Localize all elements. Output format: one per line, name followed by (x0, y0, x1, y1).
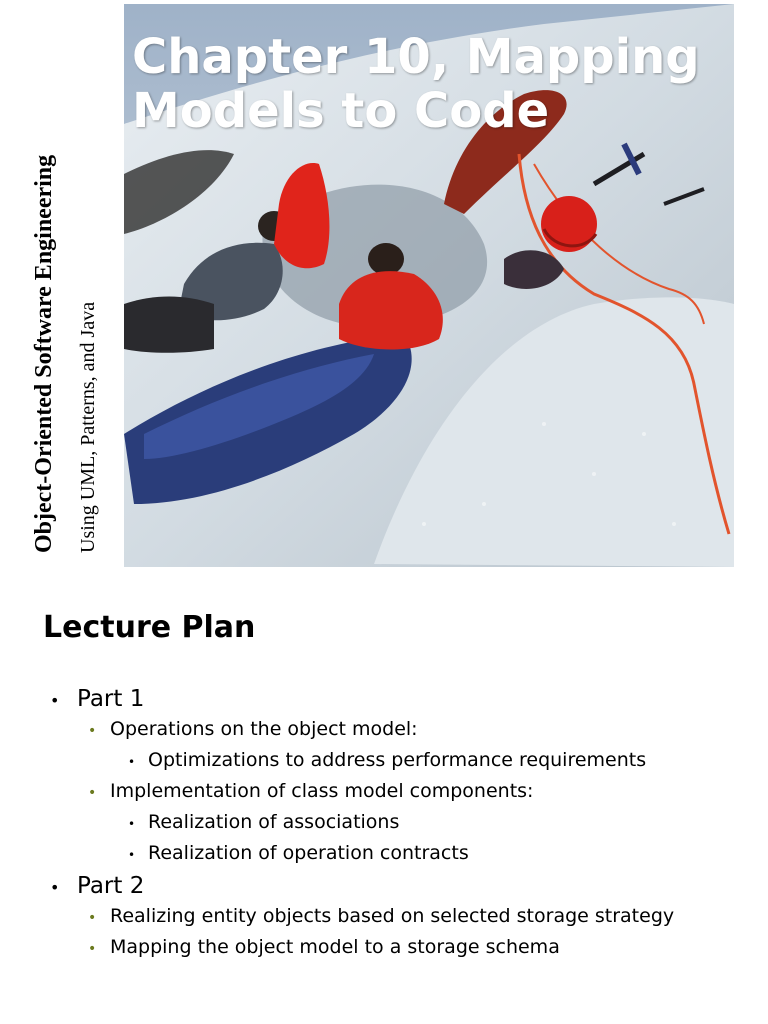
list-item (88, 780, 730, 805)
section-part-2 (50, 873, 730, 899)
subitem-text: Realization of associations (148, 811, 400, 833)
bullet-icon: • (88, 941, 97, 957)
bullet-icon: • (88, 910, 97, 926)
item-text: Implementation of class model components: (110, 780, 534, 802)
lecture-plan-list (50, 686, 730, 967)
list-subitem (128, 842, 730, 867)
slide-title: Lecture Plan (43, 610, 256, 645)
book-subtitle: Using UML, Patterns, and Java (77, 301, 99, 553)
list-subitem (128, 811, 730, 836)
list-subitem (128, 749, 730, 774)
list-item (88, 936, 730, 961)
side-title-block (28, 48, 108, 553)
book-title: Object-Oriented Software Engineering (31, 154, 57, 553)
bullet-icon: • (88, 723, 97, 739)
bullet-icon: • (50, 878, 60, 897)
section-part-1 (50, 686, 730, 712)
item-text: Realizing entity objects based on selected storage strategy (110, 905, 675, 927)
item-text: Mapping the object model to a storage schema (110, 936, 560, 958)
bullet-icon: • (128, 817, 136, 831)
list-item (88, 718, 730, 743)
bullet-icon: • (88, 785, 97, 801)
climbers-photo (124, 4, 734, 567)
chapter-title: Chapter 10, Mapping Models to Code (132, 29, 700, 139)
list-item (88, 905, 730, 930)
bullet-icon: • (128, 755, 136, 769)
bullet-icon: • (50, 691, 60, 710)
lecture-plan-slide (0, 590, 768, 1024)
section-label: Part 2 (77, 873, 145, 899)
subitem-text: Realization of operation contracts (148, 842, 469, 864)
item-text: Operations on the object model: (110, 718, 418, 740)
section-label: Part 1 (77, 686, 145, 712)
bullet-icon: • (128, 848, 136, 862)
subitem-text: Optimizations to address performance requirements (148, 749, 647, 771)
